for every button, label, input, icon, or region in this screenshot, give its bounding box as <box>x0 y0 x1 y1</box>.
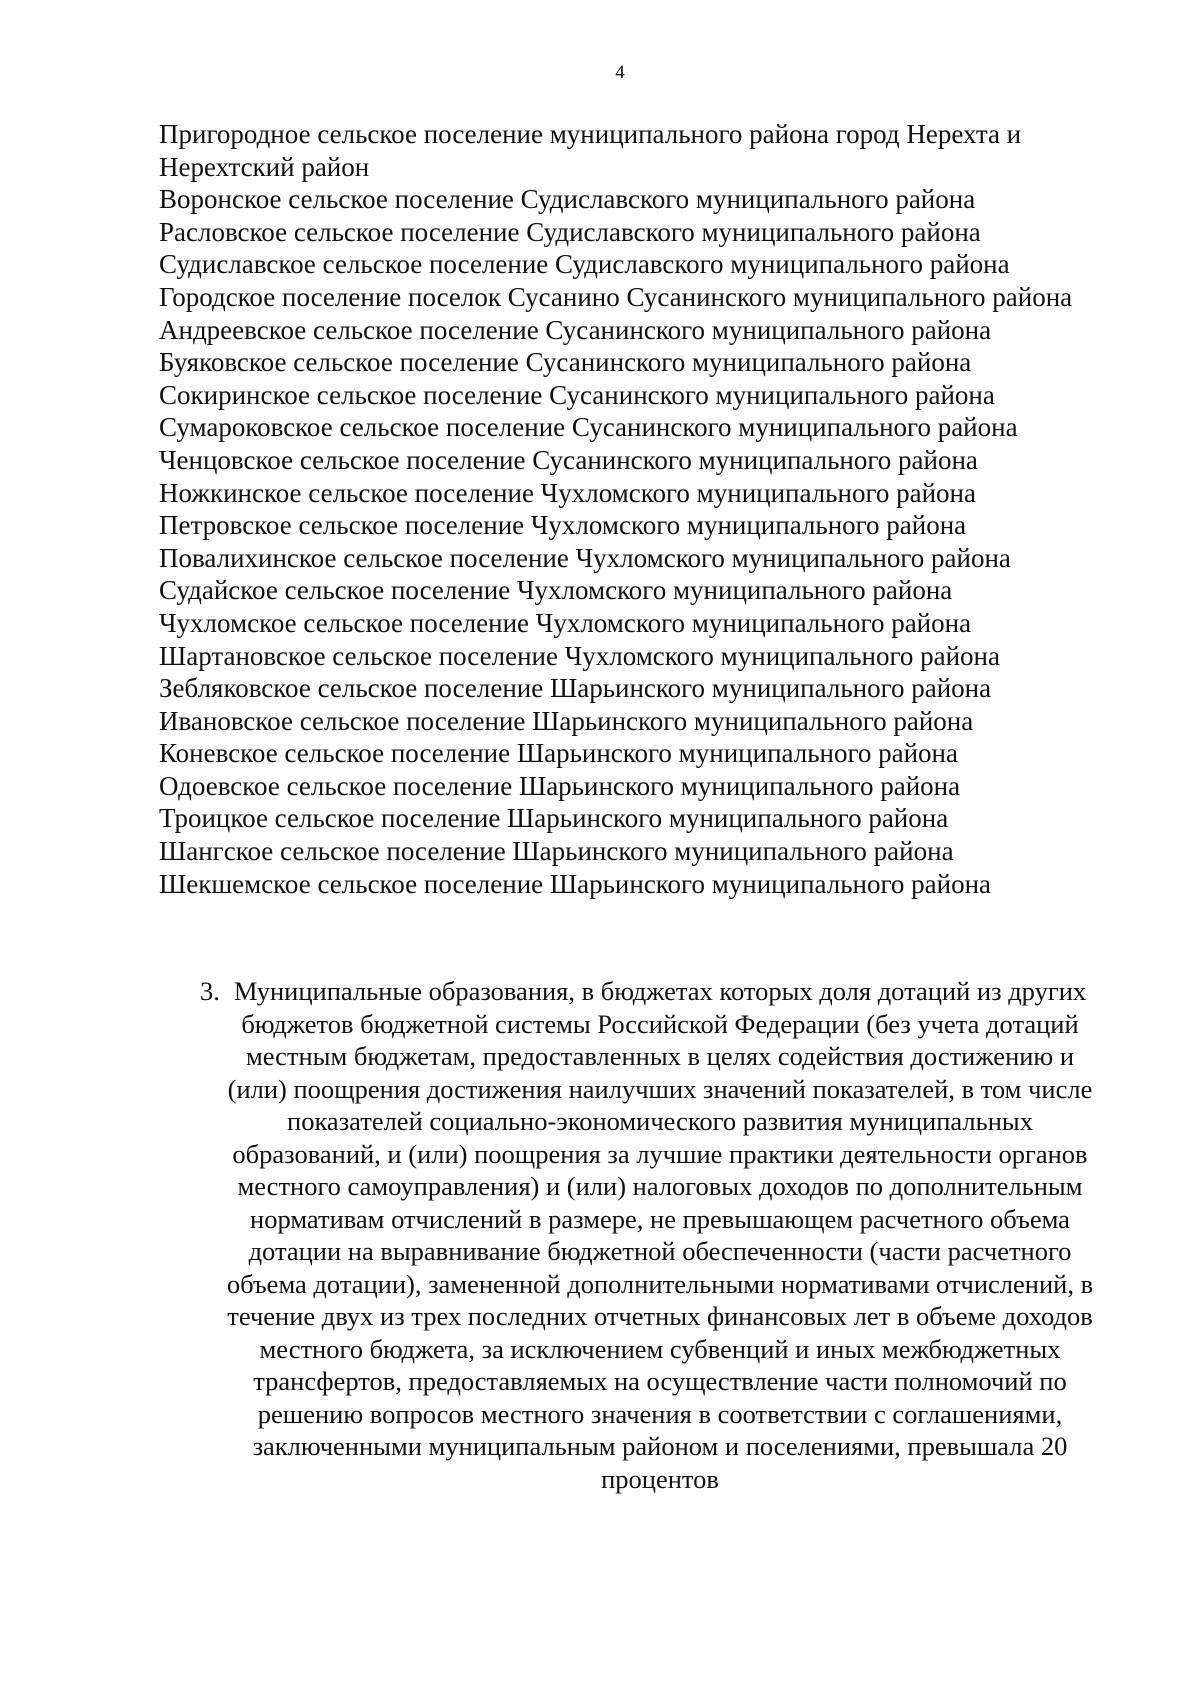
list-item: Шекшемское сельское поселение Шарьинского муниципального района <box>159 868 992 899</box>
list-item: Петровское сельское поселение Чухломского муниципального района <box>159 510 967 541</box>
list-item: Пригородное сельское поселение муниципального района город Нерехта и Нерехтский район <box>159 119 1022 182</box>
list-item: Воронское сельское поселение Судиславского муниципального района <box>159 184 976 215</box>
list-item: Шартановское сельское поселение Чухломского муниципального района <box>159 640 1000 671</box>
section-3 <box>200 975 1100 1495</box>
list-item: Ченцовское сельское поселение Сусанинского муниципального района <box>159 444 978 475</box>
list-item: Сокиринское сельское поселение Сусанинского муниципального района <box>159 379 995 410</box>
list-item: Судайское сельское поселение Чухломского муниципального района <box>159 575 953 606</box>
list-item: Буяковское сельское поселение Сусанинского муниципального района <box>159 347 972 378</box>
list-item: Городское поселение поселок Сусанино Сусанинского муниципального района <box>159 281 1073 312</box>
list-item: Сумароковское сельское поселение Сусанинского муниципального района <box>159 412 1018 443</box>
page-number: 4 <box>615 62 625 83</box>
list-item: Расловское сельское поселение Судиславского муниципального района <box>159 216 981 247</box>
section-text: Муниципальные образования, в бюджетах которых доля дотаций из других бюджетов бюджетной системы Российской Федерации (без учета дотаций местным бюджетам, предоставленных в целях содействия достижению и (или) поощрения достижения наилучших значений показателей, в том числе показателей социально-экономического развития муниципальных образований, и (или) поощрения за лучшие практики деятельности органов местного самоуправления) и (или) налоговых доходов по дополнительным нормативам отчислений в размере, не превышающем расчетного объема дотации на выравнивание бюджетной обеспеченности (части расчетного объема дотации), замененной дополнительными нормативами отчислений, в течение двух из трех последних отчетных финансовых лет в объеме доходов местного бюджета, за исключением субвенций и иных межбюджетных трансфертов, предоставляемых на осуществление части полномочий по решению вопросов местного значения в соответствии с соглашениями, заключенными муниципальным районом и поселениями, превышала 20 процентов <box>226 976 1094 1494</box>
list-item: Ивановское сельское поселение Шарьинского муниципального района <box>159 705 974 736</box>
list-item: Чухломское сельское поселение Чухломского муниципального района <box>159 607 972 638</box>
municipality-list <box>159 118 1099 900</box>
section-number: 3. <box>200 976 220 1006</box>
list-item: Ножкинское сельское поселение Чухломского муниципального района <box>159 477 976 508</box>
list-item: Коневское сельское поселение Шарьинского муниципального района <box>159 738 958 769</box>
list-item: Зебляковское сельское поселение Шарьинского муниципального района <box>159 673 992 704</box>
list-item: Андреевское сельское поселение Сусанинского муниципального района <box>159 314 992 345</box>
list-item: Троицкое сельское поселение Шарьинского муниципального района <box>159 803 949 834</box>
list-item: Повалихинское сельское поселение Чухломского муниципального района <box>159 542 1011 573</box>
list-item: Одоевское сельское поселение Шарьинского муниципального района <box>159 770 961 801</box>
list-item: Судиславское сельское поселение Судиславского муниципального района <box>159 249 1010 280</box>
list-item: Шангское сельское поселение Шарьинского муниципального района <box>159 836 954 867</box>
